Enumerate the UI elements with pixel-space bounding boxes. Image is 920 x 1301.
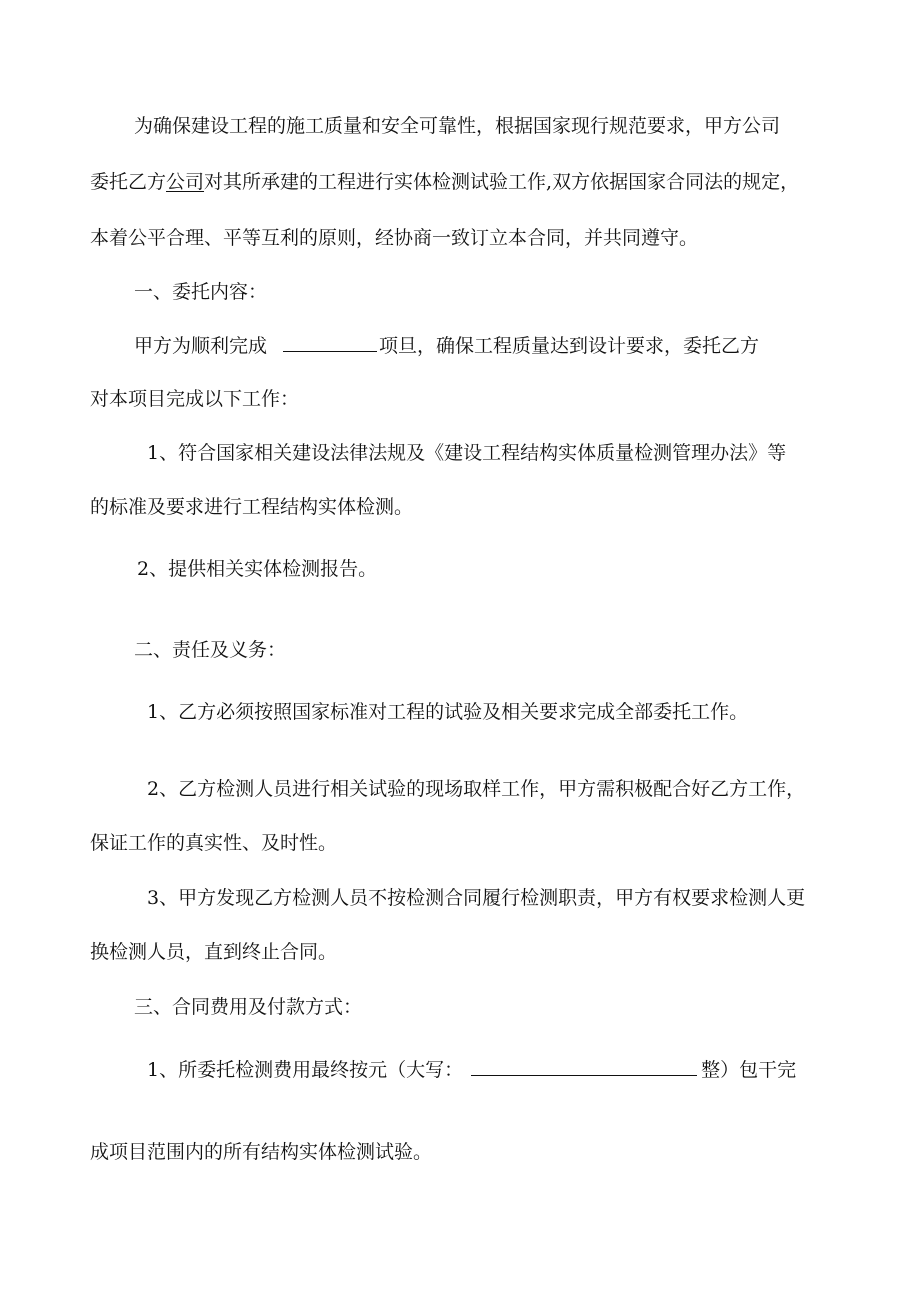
section-3-item-1-pre: 1、所委托检测费用最终按元（大写： xyxy=(147,1059,464,1081)
section-1-p1-post: 项旦，确保工程质量达到设计要求，委托乙方 xyxy=(379,335,760,357)
section-3-item-1-post: 整）包干完 xyxy=(701,1059,797,1081)
section-1-item-1-line-1: 1、符合国家相关建设法律法规及《建设工程结构实体质量检测管理办法》等 xyxy=(147,442,787,464)
intro-line-3: 本着公平合理、平等互利的原则，经协商一致订立本合同，并共同遵守。 xyxy=(90,227,699,249)
section-1-item-2: 2、提供相关实体检测报告。 xyxy=(137,558,378,580)
fee-amount-blank xyxy=(471,1057,697,1076)
section-2-item-2-line-2: 保证工作的真实性、及时性。 xyxy=(90,832,338,854)
intro-line-2-post: 对其所承建的工程进行实体检测试验工作,双方依据国家合同法的规定， xyxy=(204,171,800,193)
section-1-heading: 一、委托内容： xyxy=(134,281,268,303)
section-2-heading: 二、责任及义务： xyxy=(134,639,287,661)
section-2-item-3-line-1: 3、甲方发现乙方检测人员不按检测合同履行检测职责，甲方有权要求检测人更 xyxy=(147,887,806,909)
section-1-p1-pre: 甲方为顺利完成 xyxy=(134,335,268,357)
project-name-blank xyxy=(283,333,377,352)
section-2-item-2-line-1: 2、乙方检测人员进行相关试验的现场取样工作，甲方需积极配合好乙方工作， xyxy=(147,778,806,800)
section-1-item-1-line-2: 的标准及要求进行工程结构实体检测。 xyxy=(90,496,414,518)
intro-line-2-pre: 委托乙方 xyxy=(90,171,167,193)
section-3-item-1-line-2: 成项目范围内的所有结构实体检测试验。 xyxy=(90,1141,433,1163)
intro-line-2 xyxy=(90,170,799,194)
section-3-heading: 三、合同费用及付款方式： xyxy=(134,996,363,1018)
section-1-paragraph-line-2: 对本项目完成以下工作： xyxy=(90,388,300,410)
section-2-item-3-line-2: 换检测人员，直到终止合同。 xyxy=(90,941,338,963)
section-3-item-1-line-1 xyxy=(147,1057,796,1082)
party-b-company: 公司 xyxy=(166,171,205,193)
section-1-paragraph-line-1 xyxy=(134,333,759,358)
intro-line-1: 为确保建设工程的施工质量和安全可靠性，根据国家现行规范要求，甲方公司 xyxy=(134,115,781,137)
section-2-item-1: 1、乙方必须按照国家标准对工程的试验及相关要求完成全部委托工作。 xyxy=(147,701,749,723)
